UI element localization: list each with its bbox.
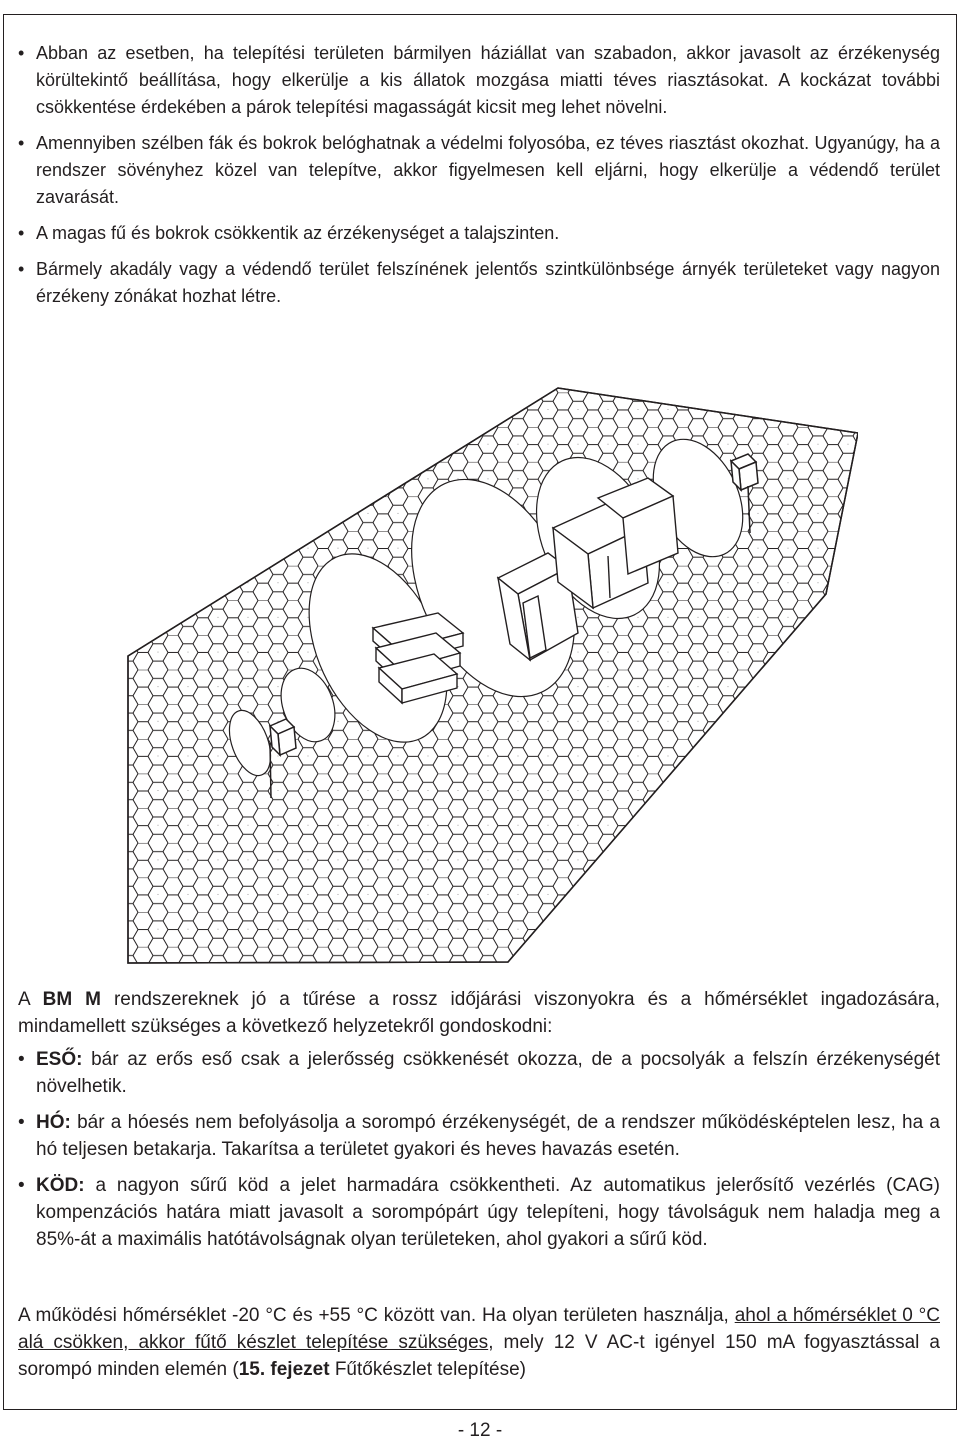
condition-text: bár a hóesés nem befolyásolja a sorompó érzékenységét, de a rendszer működésképtelen lesz, ha a hó teljesen betakarja. Takarítsa a területet gyakori és heves havazás esetén. <box>36 1112 940 1160</box>
weather-item-snow <box>18 1109 940 1163</box>
condition-text: a nagyon sűrű köd a jelet harmadára csökkentheti. Az automatikus jelerősítő vezérlés (CAG) kompenzációs határa miatt javasolt a sorompópárt úgy telepíteni, hogy távolságuk nem haladja meg a 85%-át a maximális hatótávolságnak olyan területeken, ahol gyakori a sűrű köd. <box>36 1175 940 1250</box>
weather-item-rain <box>18 1046 940 1100</box>
weather-intro <box>18 986 940 1040</box>
protected-area-illustration <box>98 358 858 966</box>
temp-underlined-text: ahol a hőmérséklet 0 °C alá csökken, akkor fűtő készlet telepítése szükséges <box>18 1305 940 1353</box>
condition-text: bár az erős eső csak a jelerősség csökkenését okozza, de a pocsolyák a felszín érzékenységét növelhetik. <box>36 1049 940 1097</box>
weather-item-fog <box>18 1172 940 1253</box>
chapter-reference: 15. fejezet <box>238 1359 330 1380</box>
condition-label: ESŐ: <box>36 1049 83 1070</box>
product-name: BM M <box>42 989 101 1010</box>
installation-notes <box>18 40 940 319</box>
bullet-item: • Abban az esetben, ha telepítési területen bármilyen háziállat van szabadon, akkor javasolt az érzékenység körültekintő beállítása, hogy elkerülje a kis állatok mozgása miatti téves riasztásokat. A kockázat további csökkentése érdekében a párok telepítési magasságát kicsit meg lehet növelni. <box>18 40 940 121</box>
temperature-note <box>18 1302 940 1383</box>
page-number: - 12 - <box>457 1420 503 1441</box>
bullet-item: • Bármely akadály vagy a védendő terület felszínének jelentős szintkülönbsége árnyék területeket vagy nagyon érzékeny zónákat hozhat létre. <box>18 256 940 310</box>
intro-text: A <box>18 989 43 1010</box>
condition-label: HÓ: <box>36 1112 71 1133</box>
condition-label: KÖD: <box>36 1175 85 1196</box>
temp-text: A működési hőmérséklet -20 °C és +55 °C között van. Ha olyan területen használja, <box>18 1305 735 1326</box>
intro-text: rendszereknek jó a tűrése a rossz időjárási viszonyokra és a hőmérséklet ingadozására, mindamellett szükséges a következő helyzetekről gondoskodni: <box>18 989 941 1037</box>
temp-text: Fűtőkészlet telepítése) <box>329 1359 526 1380</box>
temp-text: , mely 12 V AC-t igényel 150 mA fogyasztással a sorompó minden elemén ( <box>18 1332 940 1380</box>
weather-conditions <box>18 1046 940 1262</box>
bullet-item: • A magas fű és bokrok csökkentik az érzékenységet a talajszinten. <box>18 220 940 247</box>
bullet-item: • Amennyiben szélben fák és bokrok belóghatnak a védelmi folyosóba, ez téves riasztást okozhat. Ugyanúgy, ha a rendszer sövényhez közel van telepítve, akkor figyelmesen kell eljárni, hogy elkerülje a védendő terület zavarását. <box>18 130 940 211</box>
